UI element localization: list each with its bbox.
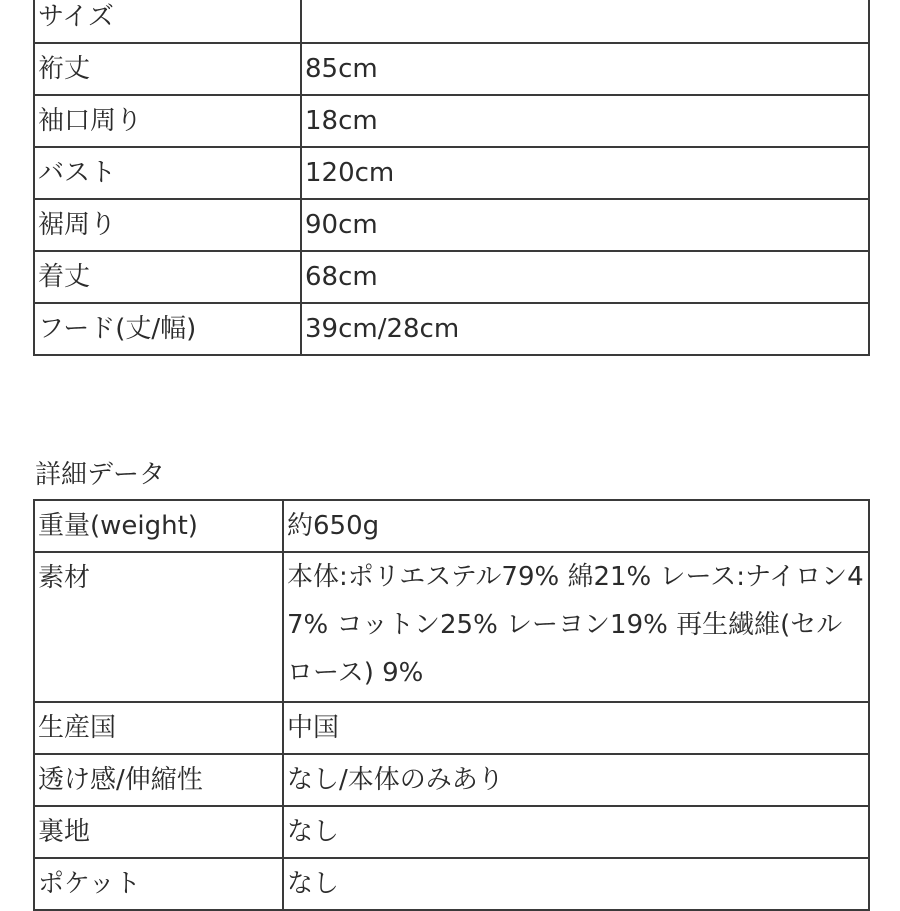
table-row — [34, 702, 869, 754]
material-value: 本体:ポリエステル79% 綿21% レース:ナイロン47% コットン25% レーヨン19% 再生繊維(セルロース) 9% — [283, 552, 869, 702]
hem-value: 90cm — [301, 199, 869, 251]
sleeve-length-value: 85cm — [301, 43, 869, 95]
hood-value: 39cm/28cm — [301, 303, 869, 355]
country-label: 生産国 — [34, 702, 283, 754]
bust-value: 120cm — [301, 147, 869, 199]
table-row — [34, 754, 869, 806]
length-label: 着丈 — [34, 251, 301, 303]
cuff-label: 袖口周り — [34, 95, 301, 147]
table-row — [34, 43, 869, 95]
lining-value: なし — [283, 806, 869, 858]
lining-label: 裏地 — [34, 806, 283, 858]
sheer-stretch-label: 透け感/伸縮性 — [34, 754, 283, 806]
table-row — [34, 858, 869, 910]
bust-label: バスト — [34, 147, 301, 199]
table-row — [34, 552, 869, 702]
length-value: 68cm — [301, 251, 869, 303]
size-label-cell: サイズ — [34, 0, 301, 43]
sheer-stretch-value: なし/本体のみあり — [283, 754, 869, 806]
size-value-cell — [301, 0, 869, 43]
table-row — [34, 806, 869, 858]
hood-label: フード(丈/幅) — [34, 303, 301, 355]
weight-value: 約650g — [283, 500, 869, 552]
size-table — [33, 0, 870, 356]
table-row — [34, 251, 869, 303]
table-row — [34, 500, 869, 552]
table-row — [34, 199, 869, 251]
table-row — [34, 147, 869, 199]
details-section-title: 詳細データ — [35, 460, 166, 490]
pocket-value: なし — [283, 858, 869, 910]
material-label: 素材 — [34, 552, 283, 702]
hem-label: 裾周り — [34, 199, 301, 251]
details-table — [33, 499, 870, 911]
weight-label: 重量(weight) — [34, 500, 283, 552]
pocket-label: ポケット — [34, 858, 283, 910]
table-row — [34, 0, 869, 43]
country-value: 中国 — [283, 702, 869, 754]
sleeve-length-label: 裄丈 — [34, 43, 301, 95]
table-row — [34, 95, 869, 147]
cuff-value: 18cm — [301, 95, 869, 147]
table-row — [34, 303, 869, 355]
